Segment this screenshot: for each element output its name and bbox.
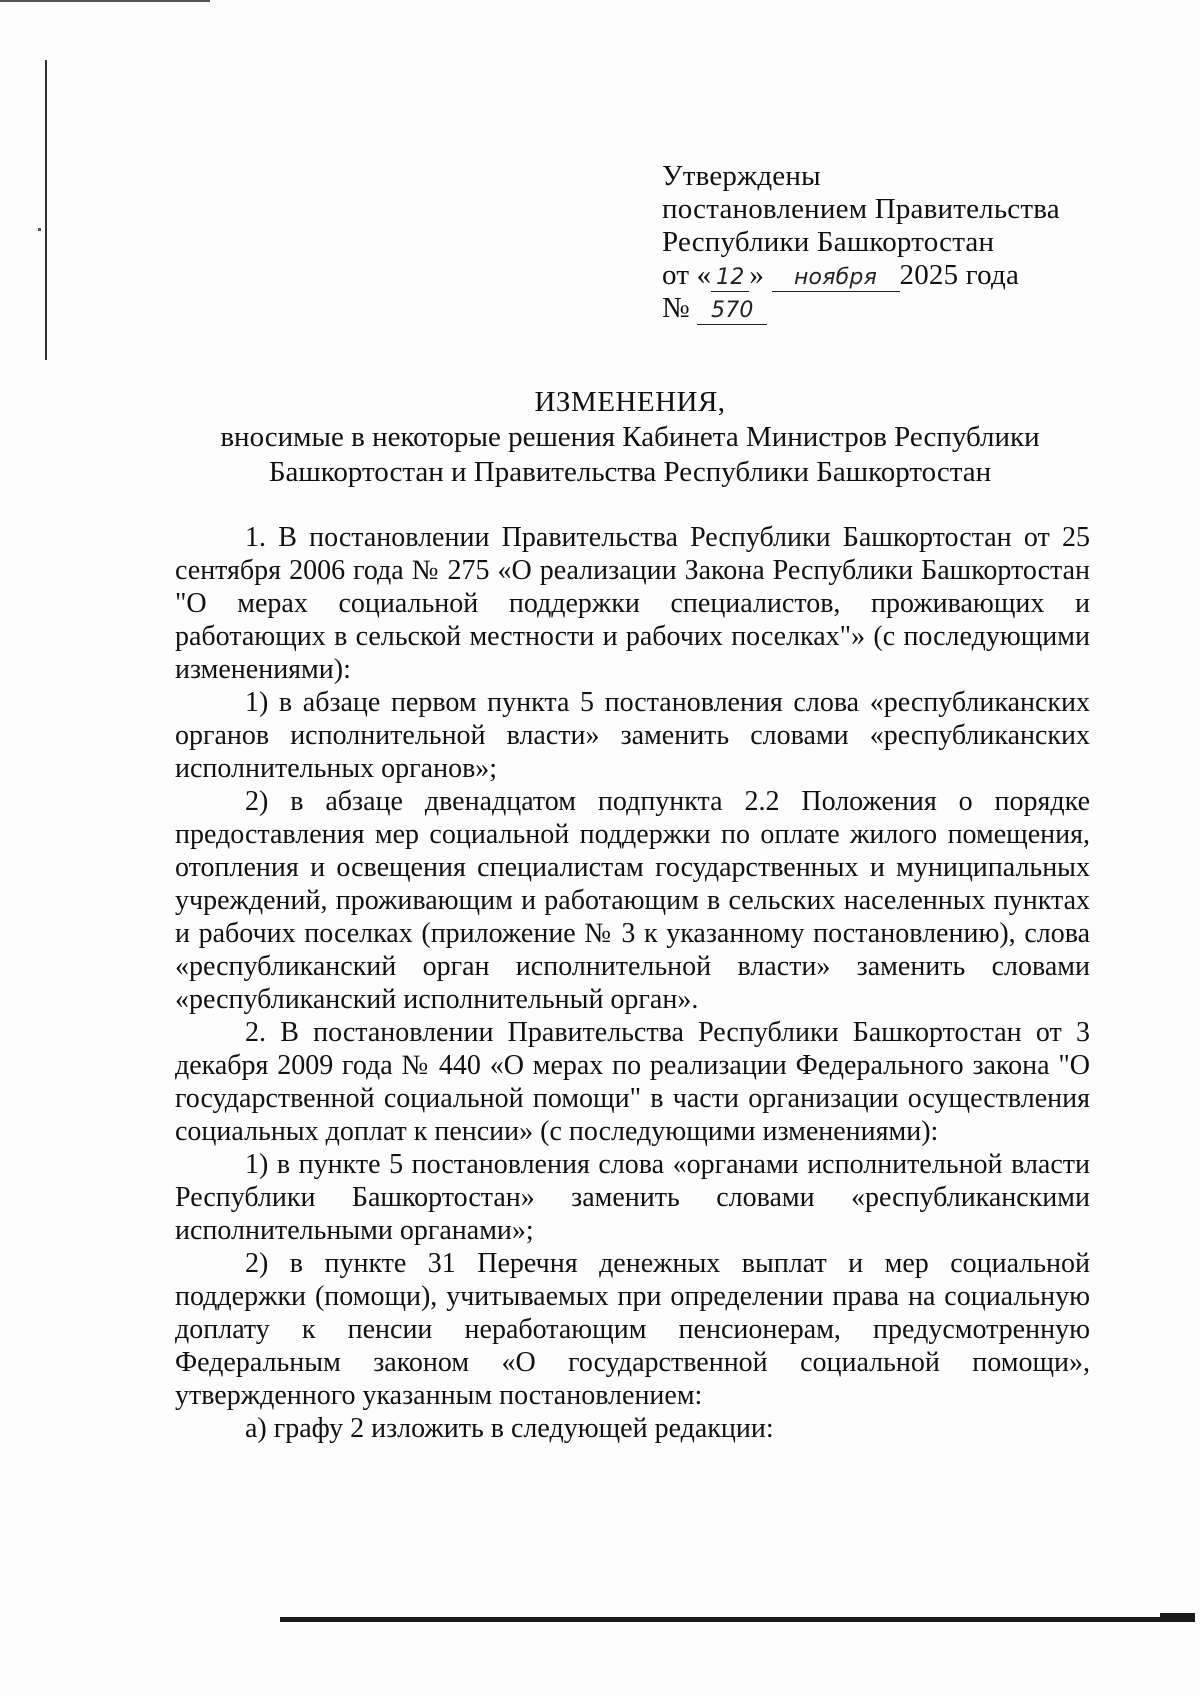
approval-line-3: Республики Башкортостан	[662, 226, 995, 258]
number-value: 570	[697, 298, 767, 325]
scan-top-edge-line	[0, 0, 210, 2]
approval-block	[662, 160, 1060, 325]
date-mid: »	[749, 259, 765, 291]
approval-line-2: постановлением Правительства	[662, 193, 1060, 225]
number-prefix: №	[662, 292, 690, 324]
paragraph-2-item-1: 1) в пункте 5 постановления слова «органами исполнительной власти Республики Башкортостан» заменить словами «республиканскими исполнительными органами»;	[175, 1149, 1090, 1246]
date-prefix: от «	[662, 259, 712, 291]
scan-footer-rule	[280, 1617, 1170, 1622]
paragraph-2: 2. В постановлении Правительства Республики Башкортостан от 3 декабря 2009 года № 440 «О мерах по реализации Федерального закона "О государственной социальной помощи" в части организации осуществления социальных доплат к пенсии» (с последующими изменениями):	[175, 1017, 1090, 1147]
date-day: 12	[711, 265, 749, 292]
paragraph-2-item-2: 2) в пункте 31 Перечня денежных выплат и мер социальной поддержки (помощи), учитываемых при определении права на социальную доплату к пенсии неработающим пенсионерам, предусмотренную Федеральным законом «О государственной социальной помощи», утвержденного указанным постановлением:	[175, 1248, 1090, 1411]
date-month: ноября	[772, 265, 900, 292]
title-heading: ИЗМЕНЕНИЯ,	[534, 386, 726, 418]
date-year: 2025 года	[899, 259, 1020, 291]
paragraph-1-item-1: 1) в абзаце первом пункта 5 постановления слова «республиканских органов исполнительной власти» заменить словами «республиканских исполнительных органов»;	[175, 687, 1090, 784]
document-body	[175, 521, 1090, 1445]
title-subtitle-line-1: вносимые в некоторые решения Кабинета Министров Республики	[220, 421, 1040, 453]
approval-line-1: Утверждены	[662, 160, 821, 192]
approval-date-line	[662, 259, 1060, 292]
paragraph-1-item-2: 2) в абзаце двенадцатом подпункта 2.2 Положения о порядке предоставления мер социальной поддержки по оплате жилого помещения, отопления и освещения специалистам государственных и муниципальных учреждений, проживающим и работающим в сельских населенных пунктах и рабочих поселках (приложение № 3 к указанному постановлению), слова «республиканский орган исполнительной власти» заменить словами «республиканский исполнительный орган».	[175, 786, 1090, 1015]
title-subtitle-line-2: Башкортостан и Правительства Республики Башкортостан	[268, 456, 992, 488]
scan-dot	[38, 228, 41, 231]
paragraph-2-item-2-a: а) графу 2 изложить в следующей редакции:	[245, 1413, 774, 1444]
paragraph-1: 1. В постановлении Правительства Республики Башкортостан от 25 сентября 2006 года № 275 «О реализации Закона Республики Башкортостан "О мерах социальной поддержки специалистов, проживающих и работающих в сельской местности и рабочих поселках"» (с последующими изменениями):	[175, 522, 1090, 685]
document-title	[170, 385, 1090, 490]
scan-footer-rule-end	[1160, 1613, 1195, 1622]
scan-left-margin-line	[45, 60, 47, 360]
approval-number-line	[662, 292, 1060, 325]
